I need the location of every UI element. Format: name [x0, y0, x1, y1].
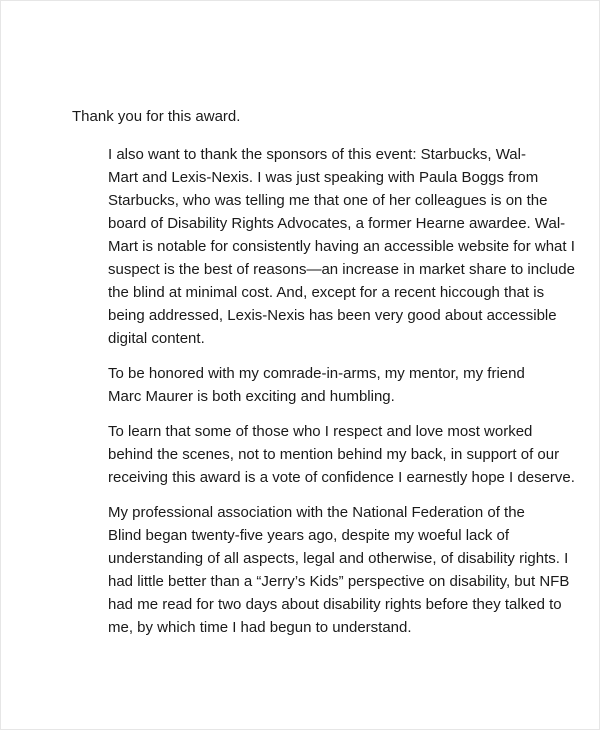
paragraph-nfb-association — [72, 501, 570, 639]
paragraph-line: To learn that some of those who I respect and love most worked — [108, 423, 533, 440]
paragraph-line: had me read for two days about disability rights before they talked to — [108, 596, 562, 613]
paragraph-line: Blind began twenty-five years ago, despite my woeful lack of — [108, 527, 510, 544]
paragraph-line: receiving this award is a vote of confidence I earnestly hope I deserve. — [108, 469, 575, 486]
paragraph-line: board of Disability Rights Advocates, a former Hearne awardee. Wal- — [108, 215, 566, 232]
paragraph-sponsors — [72, 143, 575, 350]
paragraph-line: the blind at minimal cost. And, except for a recent hiccough that is — [108, 284, 545, 301]
document-body — [72, 105, 575, 651]
paragraph-line: understanding of all aspects, legal and otherwise, of disability rights. I — [108, 550, 569, 567]
paragraph-confidence — [72, 420, 575, 489]
paragraph-line: digital content. — [108, 330, 205, 347]
paragraph-line: Mart is notable for consistently having an accessible website for what I — [108, 238, 575, 255]
paragraph-line: My professional association with the National Federation of the — [108, 504, 525, 521]
paragraph-line: me, by which time I had begun to understand. — [108, 619, 412, 636]
paragraph-line: I also want to thank the sponsors of this event: Starbucks, Wal- — [108, 146, 526, 163]
paragraph-line: Marc Maurer is both exciting and humbling. — [108, 388, 395, 405]
paragraph-line: behind the scenes, not to mention behind my back, in support of our — [108, 446, 560, 463]
paragraph-line: Starbucks, who was telling me that one of her colleagues is on the — [108, 192, 548, 209]
paragraph-line: suspect is the best of reasons—an increase in market share to include — [108, 261, 575, 278]
paragraph-line: had little better than a “Jerry’s Kids” perspective on disability, but NFB — [108, 573, 570, 590]
paragraph-line: being addressed, Lexis-Nexis has been very good about accessible — [108, 307, 557, 324]
paragraph-mentor — [72, 362, 552, 408]
paragraph-line: To be honored with my comrade-in-arms, my mentor, my friend — [108, 365, 525, 382]
paragraph-line: Mart and Lexis-Nexis. I was just speaking with Paula Boggs from — [108, 169, 539, 186]
greeting-text: Thank you for this award. — [72, 108, 241, 125]
